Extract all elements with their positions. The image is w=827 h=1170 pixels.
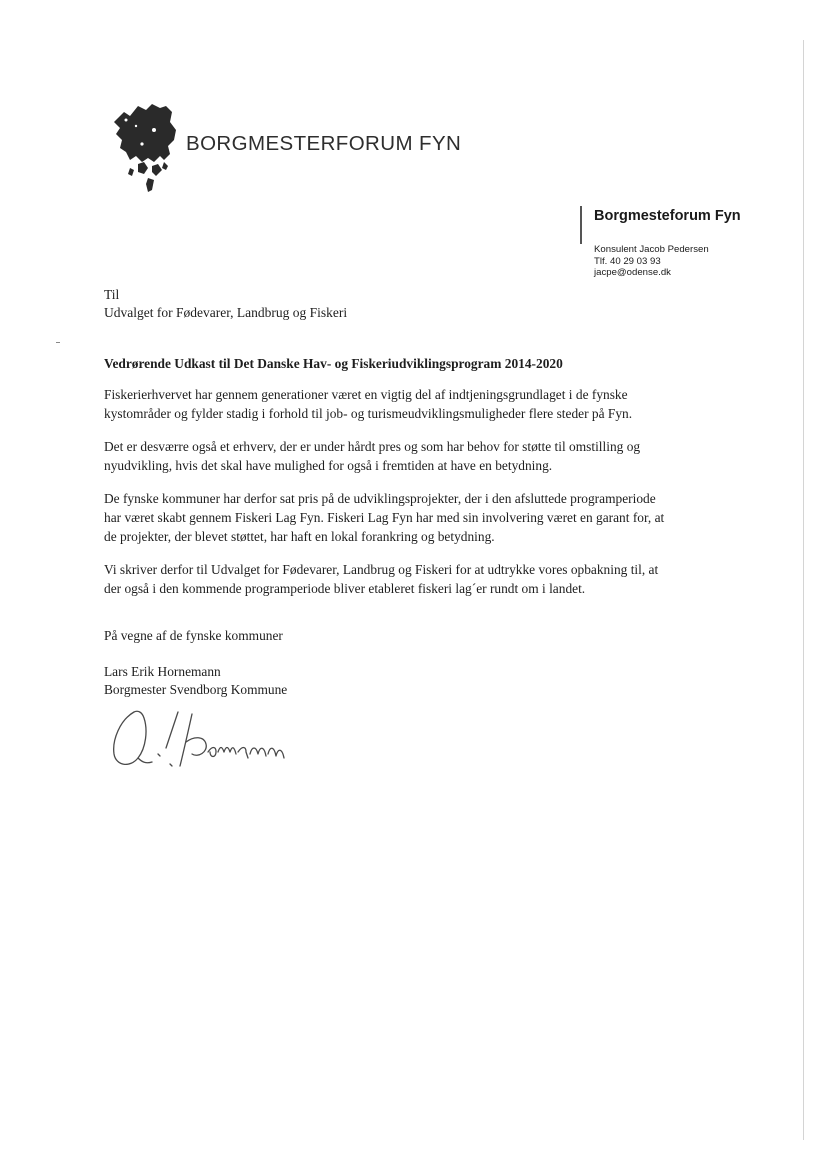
margin-mark bbox=[56, 342, 60, 343]
sender-email: jacpe@odense.dk bbox=[594, 267, 671, 278]
handwritten-signature-icon bbox=[108, 706, 290, 776]
letter-body bbox=[104, 386, 704, 613]
body-paragraph-4: Vi skriver derfor til Udvalget for Fødevarer, Landbrug og Fiskeri for at udtrykke vores opbakning til, at der også i den kommende programperiode bliver etableret fiskeri lag´er rundt om i landet. bbox=[104, 562, 659, 596]
body-paragraph-2: Det er desværre også et erhverv, der er under hårdt pres og som har behov for støtte til omstilling og nyudvikling, hvis det skal have mulighed for også i fremtiden at have en betydning. bbox=[104, 439, 641, 473]
sender-contact-block bbox=[594, 244, 709, 279]
letter-subject: Vedrørende Udkast til Det Danske Hav- og Fiskeriudviklingsprogram 2014-2020 bbox=[104, 356, 563, 371]
signer-title: Borgmester Svendborg Kommune bbox=[104, 682, 288, 697]
recipient-prefix: Til bbox=[104, 287, 120, 302]
sender-contact-name: Konsulent Jacob Pedersen bbox=[594, 244, 709, 255]
closing-line: På vegne af de fynske kommuner bbox=[104, 628, 283, 643]
funen-island-logo-icon bbox=[108, 100, 180, 195]
scan-edge-line bbox=[803, 40, 804, 1140]
recipient-block bbox=[104, 286, 347, 322]
signer-block bbox=[104, 663, 287, 699]
recipient-name: Udvalget for Fødevarer, Landbrug og Fiskeri bbox=[104, 305, 348, 320]
sender-org-name: Borgmesteforum Fyn bbox=[594, 208, 741, 224]
letterhead-title: BORGMESTERFORUM FYN bbox=[186, 132, 462, 155]
sender-divider bbox=[580, 206, 582, 244]
body-paragraph-3: De fynske kommuner har derfor sat pris på de udviklingsprojekter, der i den afsluttede programperiode har været skabt gennem Fiskeri Lag Fyn. Fiskeri Lag Fyn har med sin involvering været en garant for, at de projekter, der blevet støttet, har haft en lokal forankring og betydning. bbox=[104, 491, 665, 544]
signer-name: Lars Erik Hornemann bbox=[104, 664, 221, 679]
sender-phone: Tlf. 40 29 03 93 bbox=[594, 255, 661, 267]
body-paragraph-1: Fiskerierhvervet har gennem generationer været en vigtig del af indtjeningsgrundlaget i de fynske kystområder og fylder stadig i forhold til job- og turismeudviklingsmuligheder flere steder på Fyn. bbox=[104, 387, 633, 421]
